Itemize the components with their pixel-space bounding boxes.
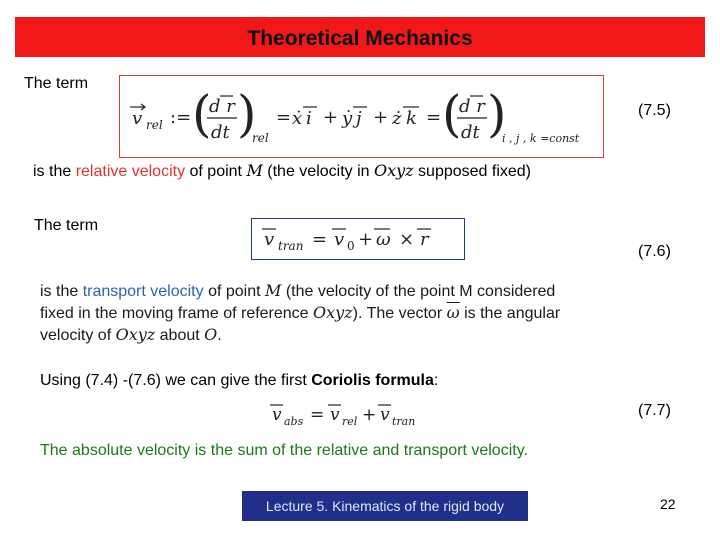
svg-text:(: (: [192, 85, 212, 143]
svg-text:+: +: [323, 107, 339, 128]
sentence-text: (the velocity of the point M considered: [281, 283, 556, 300]
transport-velocity-paragraph: [40, 280, 640, 346]
sentence-text: ). The vector: [352, 305, 447, 322]
svg-text:i , j , k =const: i , j , k =const: [502, 132, 580, 145]
svg-text:r: r: [420, 229, 429, 250]
relative-velocity-highlight: relative velocity: [75, 163, 186, 180]
svg-text:+: +: [358, 229, 374, 250]
equation-7-6: [252, 219, 464, 259]
svg-text:d r: d r: [209, 96, 235, 117]
svg-text:v: v: [334, 229, 345, 250]
transport-velocity-highlight: transport velocity: [82, 283, 204, 300]
svg-text:v: v: [380, 405, 390, 425]
lecture-footer: Lecture 5. Kinematics of the rigid body: [242, 491, 528, 521]
svg-text:×: ×: [399, 229, 415, 250]
svg-text:i: i: [306, 108, 312, 129]
svg-text:k: k: [406, 108, 417, 129]
point-symbol: M: [265, 281, 282, 300]
relative-velocity-sentence: [33, 161, 531, 181]
svg-text:+: +: [362, 405, 377, 425]
coriolis-formula-label: Coriolis formula: [311, 372, 434, 389]
point-symbol: M: [246, 161, 263, 180]
svg-text:=: =: [276, 107, 292, 128]
sentence-text: Using (7.4) -(7.6) we can give the first: [40, 372, 312, 389]
equation-7-5: [120, 76, 603, 157]
sentence-text: supposed fixed): [413, 163, 531, 180]
svg-text:rel: rel: [342, 415, 358, 428]
svg-text:j: j: [356, 108, 362, 129]
svg-text:dt: dt: [461, 122, 480, 143]
svg-text:(: (: [442, 85, 462, 143]
origin-symbol: O: [204, 325, 218, 344]
sentence-text: velocity of: [40, 327, 116, 344]
sentence-text: is the: [40, 283, 83, 300]
page-number: 22: [660, 496, 676, 512]
page-title: Theoretical Mechanics: [247, 27, 473, 50]
equation-number-7-6: (7.6): [638, 243, 671, 260]
svg-text:tran: tran: [392, 415, 416, 428]
conclusion-text: The absolute velocity is the sum of the relative and transport velocity.: [40, 442, 528, 459]
svg-text:=: =: [310, 405, 325, 425]
sentence-text: of point: [203, 283, 265, 300]
svg-text:rel: rel: [252, 131, 269, 145]
equation-number-7-7: (7.7): [638, 402, 671, 419]
svg-text::=: :=: [170, 107, 192, 128]
frame-symbol: Oxyz: [373, 161, 414, 180]
svg-text:): ): [487, 85, 507, 143]
frame-symbol: Oxyz: [115, 325, 156, 344]
paragraph-line-2: [40, 302, 640, 324]
equation-number-7-5: (7.5): [638, 102, 671, 119]
svg-text:0: 0: [347, 239, 355, 253]
frame-symbol: Oxyz: [313, 303, 353, 322]
svg-text:rel: rel: [146, 118, 163, 132]
paragraph-line-1: [40, 280, 640, 302]
omega-vector: $\overline{\omega}$: [446, 303, 460, 322]
sentence-text: about: [155, 327, 205, 344]
svg-text:d r: d r: [459, 96, 485, 117]
equation-7-7-container: [266, 396, 446, 432]
svg-text:tran: tran: [278, 239, 304, 253]
equation-7-7: [266, 396, 446, 432]
svg-text:=: =: [312, 229, 328, 250]
svg-text:v: v: [132, 108, 143, 129]
svg-text:v: v: [330, 405, 340, 425]
svg-text:): ): [237, 85, 257, 143]
equation-box-7-5: [119, 75, 604, 158]
term-label-1: The term: [24, 75, 89, 92]
svg-text:v: v: [272, 405, 282, 425]
sentence-text: is the: [33, 163, 76, 180]
coriolis-intro: [40, 372, 438, 390]
sentence-text: :: [433, 372, 439, 389]
svg-text:ż: ż: [392, 108, 402, 129]
svg-text:ẏ: ẏ: [342, 108, 353, 129]
term-label-2: The term: [34, 217, 99, 234]
sentence-text: is the angular: [459, 305, 561, 322]
svg-text:+: +: [373, 107, 389, 128]
paragraph-line-3: [40, 324, 640, 346]
svg-text:ẋ: ẋ: [292, 108, 303, 129]
svg-text:=: =: [426, 107, 442, 128]
sentence-text: (the velocity in: [262, 163, 374, 180]
svg-text:ω: ω: [376, 229, 391, 250]
equation-box-7-6: [251, 218, 465, 260]
svg-text:dt: dt: [211, 122, 230, 143]
sentence-text: fixed in the moving frame of reference: [40, 305, 314, 322]
svg-text:abs: abs: [284, 415, 304, 428]
sentence-text: of point: [185, 163, 247, 180]
svg-text:v: v: [264, 229, 275, 250]
sentence-text: .: [217, 327, 222, 344]
